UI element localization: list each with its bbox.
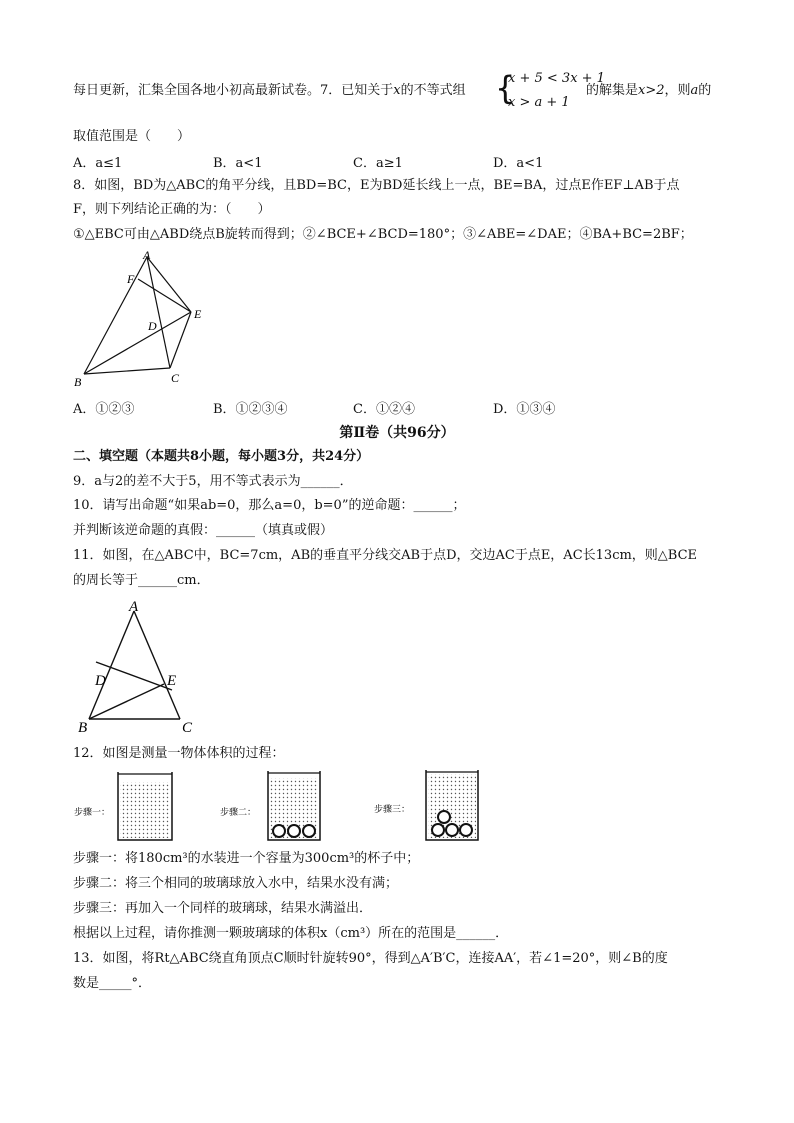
q7-var-x: x <box>393 83 401 98</box>
q11-seg-be <box>89 684 164 719</box>
q10-line2: 并判断该逆命题的真假：______（填真或假） <box>73 523 334 538</box>
q8-seg-ac <box>147 257 170 368</box>
q12-step3: 步骤三：再加入一个同样的玻璃球，结果水满溢出． <box>73 901 373 916</box>
q12-cup1-label: 步骤一： <box>74 807 111 817</box>
q7-cond: x>2 <box>638 83 665 98</box>
q12-cup-1 <box>118 772 172 840</box>
q8-label-e: E <box>194 307 202 321</box>
q10-line1: 10．请写出命题“如果ab=0，那么a=0，b=0”的逆命题：______； <box>73 498 466 513</box>
q9-text: 9．a与2的差不大于5，用不等式表示为______． <box>73 474 353 489</box>
q12-cup-3 <box>426 770 478 840</box>
q11-figure <box>74 597 204 737</box>
section-title: 第Ⅱ卷（共96分） <box>339 425 455 441</box>
q7-mid: 的不等式组 <box>400 83 466 98</box>
q8-label-a: A <box>143 248 151 262</box>
q11-label-b: B <box>78 720 88 736</box>
q7-tail-b: ，则 <box>664 83 691 98</box>
q8-label-b: B <box>74 375 82 389</box>
q8-option-b: B．①②③④ <box>213 402 288 417</box>
q7-line2: 取值范围是（ ） <box>73 129 191 144</box>
q13-line2: 数是_____°． <box>73 976 152 991</box>
q11-seg-ab <box>89 611 134 719</box>
q8-seg-ab <box>84 257 147 374</box>
q11-label-d: D <box>95 673 106 689</box>
q12-cup3-label: 步骤三： <box>374 804 411 814</box>
q12-step1: 步骤一：将180cm³的水装进一个容量为300cm³的杯子中； <box>73 851 420 866</box>
q12-step2: 步骤二：将三个相同的玻璃球放入水中，结果水没有满； <box>73 876 399 891</box>
q7-system-brace: { <box>495 69 516 107</box>
q7-var-a: a <box>690 83 699 98</box>
q11-label-e: E <box>167 673 177 689</box>
section-heading: 二、填空题（本题共8小题，每小题3分，共24分） <box>73 449 370 464</box>
q8-seg-ae <box>147 257 191 312</box>
q8-seg-bc <box>84 368 170 374</box>
q8-seg-fe <box>138 279 191 312</box>
q12-cup-2 <box>268 771 320 840</box>
q7-line1 <box>73 82 466 100</box>
q8-label-c: C <box>171 371 180 385</box>
q7-option-d: D．a<1 <box>493 156 544 171</box>
q12-cup2-label: 步骤二： <box>220 807 257 817</box>
q11-seg-ac <box>134 611 180 719</box>
q7-inequality-2: x > a + 1 <box>508 95 570 110</box>
q8-seg-ce <box>170 312 191 368</box>
q12-intro: 12．如图是测量一物体体积的过程： <box>73 746 285 761</box>
q7-intro: 每日更新，汇集全国各地小初高最新试卷。7．已知关于 <box>73 83 394 98</box>
q7-inequality-1: x + 5 < 3x + 1 <box>508 71 605 86</box>
q8-label-f: F <box>127 272 135 286</box>
q7-tail-a: 的解集是 <box>586 83 639 98</box>
q8-option-c: C．①②④ <box>353 402 415 417</box>
q8-line1: 8．如图，BD为△ABC的角平分线，且BD=BC，E为BD延长线上一点，BE=BA，过点E作EF⊥AB于点 <box>73 178 680 193</box>
q8-line2: F，则下列结论正确的为：（ ） <box>73 202 271 217</box>
q11-label-a: A <box>129 599 139 615</box>
q7-option-c: C．a≥1 <box>353 156 403 171</box>
q8-option-d: D．①③④ <box>493 402 556 417</box>
q11-line1: 11．如图，在△ABC中，BC=7cm，AB的垂直平分线交AB于点D，交边AC于点E，AC长13cm，则△BCE <box>73 548 698 563</box>
q8-figure <box>70 248 220 393</box>
q12-question: 根据以上过程，请你推测一颗玻璃球的体积x（cm³）所在的范围是______． <box>73 926 509 941</box>
q12-figure <box>70 768 500 846</box>
q13-line1: 13．如图，将Rt△ABC绕直角顶点C顺时针旋转90°，得到△A′B′C，连接AA′，若∠1=20°，则∠B的度 <box>73 951 668 966</box>
q8-option-a: A．①②③ <box>73 402 135 417</box>
q7-option-b: B．a<1 <box>213 156 263 171</box>
q7-tail-c: 的 <box>698 83 712 98</box>
q8-label-d: D <box>148 319 157 333</box>
q11-label-c: C <box>182 720 193 736</box>
q7-option-a: A．a≤1 <box>73 156 123 171</box>
q11-line2: 的周长等于______cm． <box>73 573 210 588</box>
q8-line3: ①△EBC可由△ABD绕点B旋转而得到；②∠BCE+∠BCD=180°；③∠ABE=∠DAE；④BA+BC=2BF； <box>73 227 693 242</box>
q7-line1-tail <box>586 82 711 100</box>
